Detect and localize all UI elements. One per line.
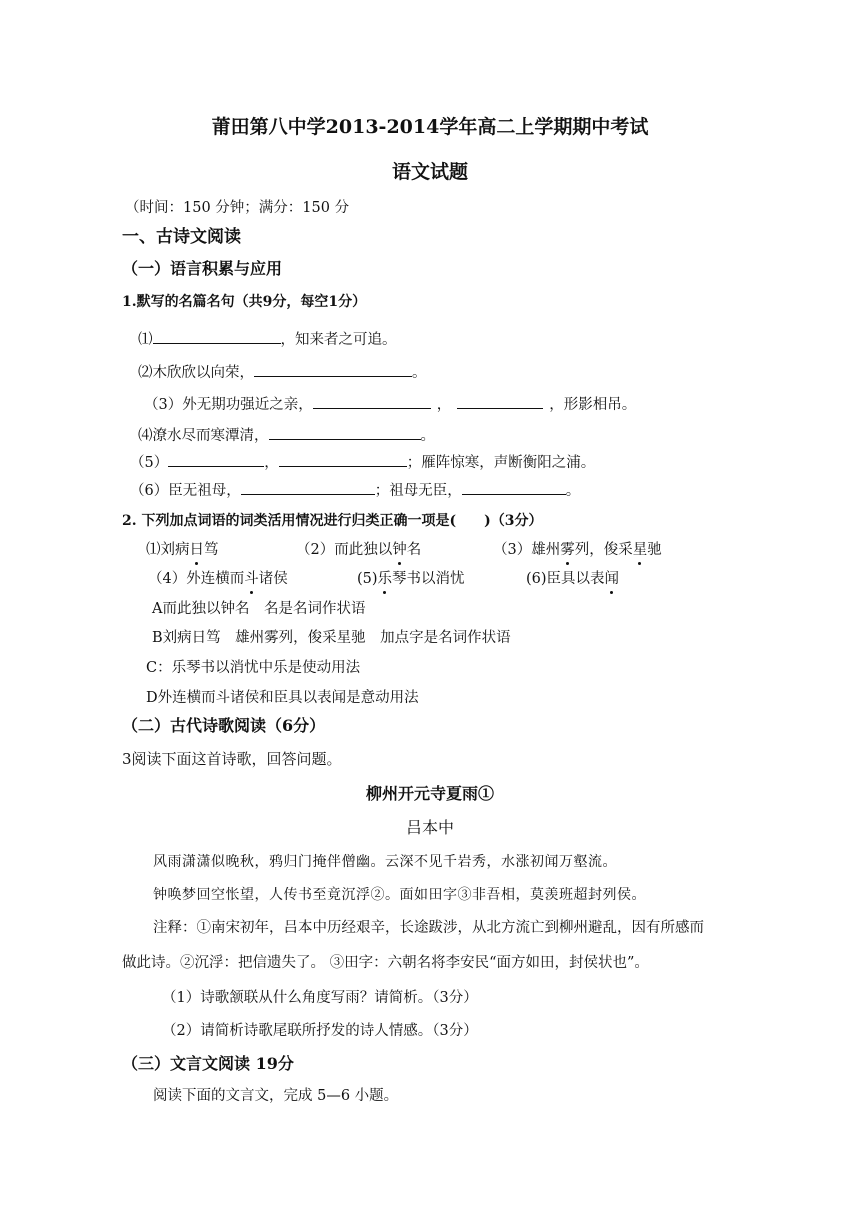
item-text: 列，俊采 <box>574 542 633 558</box>
line-text: ，知来者之可追。 <box>280 332 397 348</box>
answer-blank[interactable] <box>313 394 431 409</box>
answer-blank[interactable] <box>457 394 543 409</box>
line-text: ⑴ <box>138 332 153 348</box>
q2-option-d[interactable]: D外连横而斗诸侯和臣具以表闻是意动用法 <box>146 690 419 706</box>
answer-blank[interactable] <box>168 452 264 467</box>
dotted-char: 斗 <box>244 571 259 587</box>
line-text: （6）臣无祖母， <box>130 483 241 499</box>
item-text: (6)臣具以表 <box>526 571 605 587</box>
line-text: ；祖母无臣， <box>374 483 462 499</box>
poem-line-1: 风雨潇潇似晚秋，鸦归门掩伴僧幽。云深不见千岩秀，水涨初闻万壑流。 <box>153 854 617 870</box>
line-text: ；雁阵惊寒，声断衡阳之浦。 <box>406 455 596 471</box>
dotted-char: 乐 <box>377 571 393 587</box>
q1-line-4 <box>138 425 435 446</box>
line-text: 。 <box>565 483 581 499</box>
q1-line-1 <box>138 329 397 350</box>
q2-option-a[interactable]: A而此独以钟名 名是名词作状语 <box>152 601 366 617</box>
q1-line-6 <box>130 480 580 501</box>
time-note: （时间：150 分钟；满分：150 分 <box>125 200 350 216</box>
item-text: 笃 <box>204 542 219 558</box>
question-5-intro: 阅读下面的文言文，完成 5—6 小题。 <box>153 1088 399 1104</box>
q2-item-3 <box>493 540 662 560</box>
answer-blank[interactable] <box>241 480 375 495</box>
dotted-char: 闻 <box>604 571 620 587</box>
question-1-title: 1.默写的名篇名句（共9分，每空1分） <box>122 294 367 310</box>
subsection-heading: （一）语言积累与应用 <box>122 259 283 278</box>
line-text: ，形影相吊。 <box>549 397 637 413</box>
section-heading: 一、古诗文阅读 <box>122 227 241 247</box>
item-text: 琴书以消忧 <box>392 571 465 587</box>
q2-item-4 <box>148 569 288 589</box>
item-text: (5) <box>357 571 378 587</box>
poem-title: 柳州开元寺夏雨① <box>365 784 494 803</box>
poem-note-1: 注释：①南宋初年，吕本中历经艰辛，长途跋涉，从北方流亡到柳州避乱，因有所感而 <box>153 920 704 936</box>
item-text: （3）雄州 <box>493 542 561 558</box>
page-subtitle: 语文试题 <box>391 161 468 183</box>
q2-item-6 <box>526 569 619 589</box>
answer-blank[interactable] <box>462 480 566 495</box>
q2-item-5 <box>357 569 465 589</box>
item-text: 名 <box>406 542 422 558</box>
line-text: （5） <box>130 455 169 471</box>
dotted-char: 星 <box>632 542 648 558</box>
answer-blank[interactable] <box>269 425 421 440</box>
question-2-title: 2. 下列加点词语的词类活用情况进行归类正确一项是( )（3分） <box>122 513 543 529</box>
subsection-heading: （二）古代诗歌阅读（6分） <box>122 716 326 735</box>
subquestion-1: （1）诗歌颔联从什么角度写雨？请简析。（3分） <box>162 990 478 1006</box>
q2-item-1 <box>146 540 219 560</box>
answer-blank[interactable] <box>254 362 412 377</box>
q1-line-5 <box>130 452 595 473</box>
subquestion-2: （2）请简析诗歌尾联所抒发的诗人情感。（3分） <box>162 1023 478 1039</box>
dotted-char: 钟 <box>392 542 407 558</box>
subsection-heading: （三）文言文阅读 19分 <box>122 1054 294 1073</box>
dotted-char: 日 <box>189 542 204 558</box>
item-text: （2）而此独以 <box>296 542 393 558</box>
q2-item-2 <box>296 540 421 560</box>
item-text: （4）外连横而 <box>148 571 245 587</box>
item-text: 诸侯 <box>258 571 288 587</box>
q2-option-b[interactable]: B刘病日笃 雄州雾列，俊采星驰 加点字是名词作状语 <box>152 630 511 646</box>
line-text: ， <box>436 397 452 413</box>
line-text: ⑵木欣欣以向荣， <box>138 365 254 381</box>
answer-blank[interactable] <box>279 452 407 467</box>
q2-option-c[interactable]: C：乐琴书以消忧中乐是使动用法 <box>146 660 361 676</box>
line-text: 。 <box>412 365 427 381</box>
q1-line-2 <box>138 362 427 383</box>
answer-blank[interactable] <box>153 329 281 344</box>
question-3-intro: 3阅读下面这首诗歌，回答问题。 <box>122 750 342 768</box>
poem-note-2: 做此诗。②沉浮：把信遗失了。 ③田字：六朝名将李安民“面方如田，封侯状也”。 <box>122 955 649 971</box>
line-text: 。 <box>420 428 435 444</box>
poem-line-2: 钟唤梦回空怅望，人传书至竟沉浮②。面如田字③非吾相，莫羡班超封列侯。 <box>153 887 646 903</box>
line-text: ， <box>264 455 279 471</box>
page-title: 莆田第八中学2013-2014学年高二上学期期中考试 <box>211 116 649 138</box>
item-text: 驰 <box>647 542 662 558</box>
line-text: ⑷潦水尽而寒潭清， <box>138 428 269 444</box>
line-text: （3）外无期功强近之亲， <box>144 397 313 413</box>
item-text: ⑴刘病 <box>146 542 190 558</box>
poem-author: 吕本中 <box>405 818 454 837</box>
dotted-char: 雾 <box>560 542 575 558</box>
q1-line-3 <box>144 394 636 415</box>
